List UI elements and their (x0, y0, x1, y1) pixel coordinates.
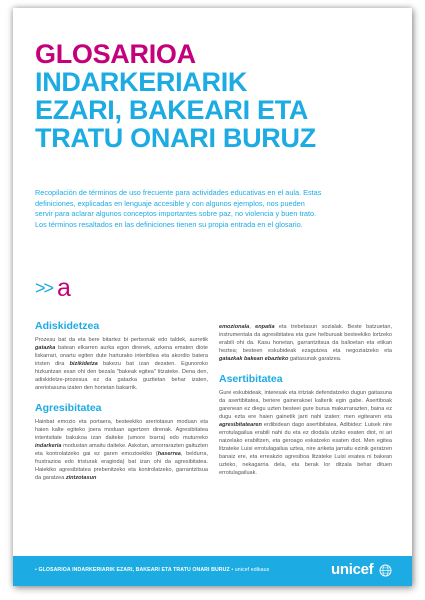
intro-line: definiciones, explicadas en lenguaje accesible y con algunos ejemplos, nos pueden (35, 198, 305, 208)
entry-heading-adiskidetzea: Adiskidetzea (35, 320, 100, 332)
intro-paragraph (35, 188, 397, 230)
entry-text: bakezu bat izan dezaten. Egunoroko hizkuntzan esan ohi den bezala "bakeak egitea" litzateke. Dena den, adiskidetze-prozesua ez da gatazka guztietan behar izaten, areriotasuna izaten den horietan bakarrik. (35, 361, 208, 391)
footer-bar (13, 556, 412, 586)
glossary-term: enpatia (255, 324, 275, 330)
title-line-3: EZARI, BAKEARI ETA (35, 95, 309, 125)
glossary-term: zintzotasun (65, 475, 97, 481)
glossary-term: gatazkak bakean ebazteko (219, 356, 289, 362)
entry-text: eta trebetasun sozialak. Beste batzuetan, instrumentala da agresibitatea eta gure helburuak besteekiko lortzeko erabili ohi da. Kasu honetan, garrantzitsua da balioetan eta etikan heztea; besteen eskubideak ezagutzea eta negoziatzeko eta (219, 324, 392, 354)
entry-text: , (249, 324, 256, 330)
document-title (35, 40, 316, 152)
title-line-1: GLOSARIOA (35, 39, 196, 69)
glossary-term: gatazka (35, 345, 56, 351)
glossary-term: indarkeria (35, 443, 62, 449)
intro-line: Los términos resaltados en las definiciones tienen su propia entrada en el glosario. (35, 219, 303, 229)
glossary-term: emozionala (219, 324, 250, 330)
footer-publisher: unicef edikaus (234, 567, 270, 573)
intro-line: servir para aclarar algunos conceptos importantes sobre paz, no violencia y buen trato. (35, 209, 317, 219)
entry-text: erdibidean dago asertibitatea. Adibidez: Luisek nire errotulagailua erabili nahi du eta ez diodala utziko esaten diot, ni ari naizelako erabiltzen, eta geroago eskatzeko esaten diot. Men egitea litzateke Luisi errotulagailua uztea, nire ariketa jarraitu ezinik geratzen banaiz ere, eta erreakzio agresiboa litzateke Luisi esatea ni bakean uzteko, nekagarria dela, eta berak lor ditzala behar dituen errotulagailuak. (219, 422, 392, 476)
section-letter-a: a (57, 274, 71, 302)
footer-text (35, 567, 269, 573)
glossary-term: bizikidetza (69, 361, 98, 367)
footer-separator: • (229, 567, 235, 573)
section-letter (35, 276, 71, 301)
entry-text: Gure eskubideak, interesak eta iritziak defendatzeko dugun gaitasuna da asertibitatea, beriere gainerakoei kalterik egin gabe. Asertiboak garenean ez diegu uzten besteei gure burua makurrarazten, baina ez dugu ezta ere haien gainetik jarri nahi izaten: men egitearen eta (219, 390, 392, 420)
entry-body-asertibitatea (219, 389, 392, 477)
entry-text: , beldurra, frustrazioa edo tristurak eraginda) bat izan ohi da agresibitatea. Haiekiko agresibitatea prebenitzeko eta kontrolatzeko, garrantzitsua da garatzea (35, 451, 208, 481)
entry-heading-agresibitatea: Agresibitatea (35, 402, 102, 414)
entry-body-adiskidetzea (35, 336, 208, 392)
entry-body-agresibitatea-part1 (35, 418, 208, 482)
entry-text: batean elkarren aurka egon direnek, azkena ematen diote liskarrari, onartu egiten dute harturako interibilea eta akordio batera iristen dira (35, 345, 208, 367)
document-page (13, 8, 412, 586)
entry-text: Hainbat emozio eta portaera, besteekiko areriotasun moduan eta haien kalte egiteko joera moduan agertzen direnak. Agresibitatea intentsitate bakukoa izan daiteke (umore txarra) edo muturreko (35, 419, 208, 441)
glossary-term: haserrea (157, 451, 181, 457)
left-column (35, 320, 208, 492)
glossary-term: agresibitatearen (219, 422, 262, 428)
title-line-4: TRATU ONARI BURUZ (35, 123, 316, 153)
entry-body-agresibitatea-part2 (219, 323, 392, 363)
entry-text: Prozesu bat da eta bere bitartez bi pertsonak edo taldek, aurretik (35, 337, 208, 343)
footer-title: GLOSARIOA INDARKERIARIK EZARI, BAKEARI ETA TRATU ONARI BURUZ (38, 567, 230, 573)
intro-line: Recopilación de términos de uso frecuente para actividades educativas en el aula. Estas (35, 188, 322, 197)
unicef-logo-text: unicef (331, 561, 374, 578)
footer-bullet: • (35, 567, 37, 573)
title-line-2: INDARKERIARIK (35, 67, 248, 97)
double-arrow-icon: >> (35, 278, 53, 298)
entry-text: modustan amaitu daiteke. Askotan, amorrarazten gaituzten eta kontrolatzeko gai ez garen emozioekiko ( (35, 443, 208, 457)
right-column (219, 323, 392, 487)
entry-text: gaitasunak garatzea. (288, 356, 342, 362)
entry-heading-asertibitatea: Asertibitatea (219, 373, 283, 385)
unicef-globe-icon (379, 564, 392, 577)
